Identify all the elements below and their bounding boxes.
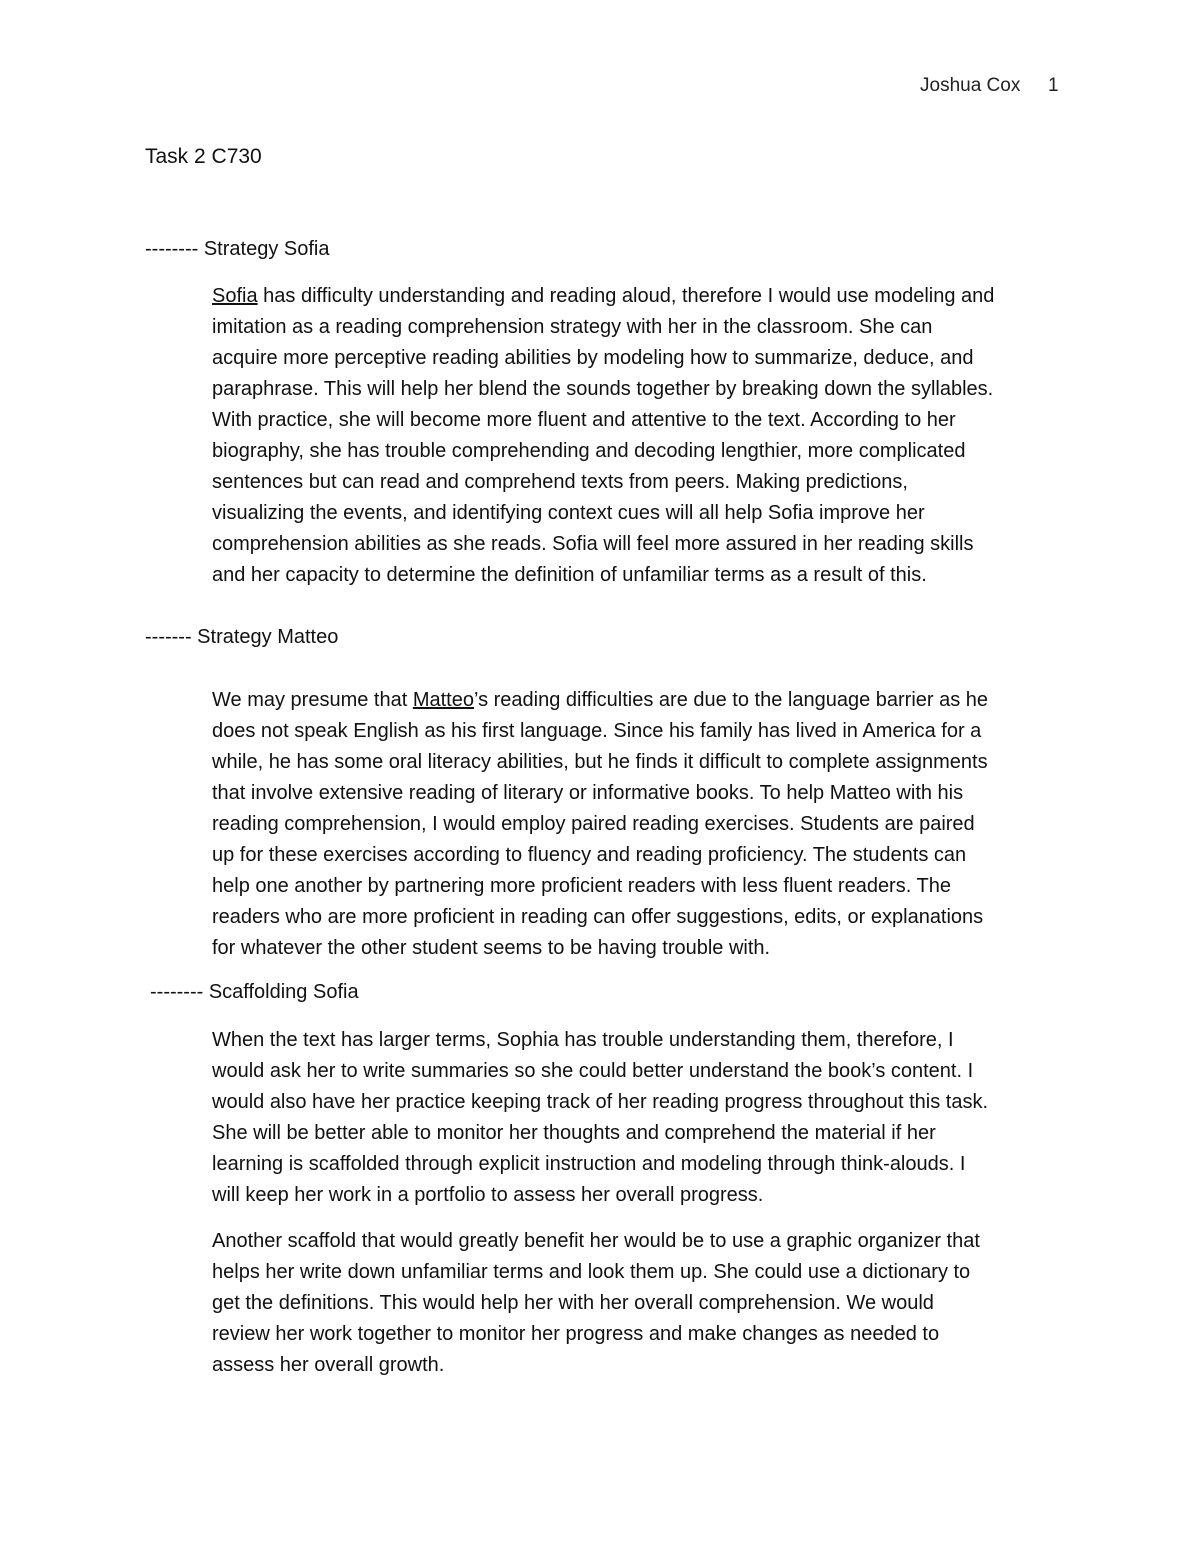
paragraph-strategy-sofia [212,281,1067,591]
paragraph-text: has difficulty understanding and reading aloud, therefore I would use modeling and imitation as a reading comprehension strategy with her in the classroom. She can acquire more perceptive reading abilities by modeling how to summarize, deduce, and paraphrase. This will help her blend the sounds together by breaking down the syllables. With practice, she will become more fluent and attentive to the text. According to her biography, she has trouble comprehending and decoding lengthier, more complicated sentences but can read and comprehend texts from peers. Making predictions, visualizing the events, and identifying context cues will all help Sofia improve her comprehension abilities as she reads. Sofia will feel more assured in her reading skills and her capacity to determine the definition of unfamiliar terms as a result of this. [212,285,995,586]
header-author: Joshua Cox [920,75,1021,96]
paragraph-scaffolding-sofia-2: Another scaffold that would greatly benefit her would be to use a graphic organizer that helps her write down unfamiliar terms and look them up. She could use a dictionary to get the definitions. This would help her with her overall comprehension. We would review her work together to monitor her progress and make changes as needed to assess her overall growth. [212,1230,980,1376]
underlined-name-sofia: Sofia [212,285,258,307]
document-title: Task 2 C730 [145,145,262,168]
paragraph-strategy-matteo [212,685,1067,964]
underlined-name-matteo: Matteo [412,689,474,711]
section-heading-scaffolding-sofia: -------- Scaffolding Sofia [150,981,359,1003]
section-heading-strategy-matteo: ------- Strategy Matteo [145,626,339,648]
paragraph-prefix: We may presume that [212,689,413,711]
section-heading-strategy-sofia: -------- Strategy Sofia [145,238,330,260]
header-page-number: 1 [1048,75,1059,96]
paragraph-scaffolding-sofia-1: When the text has larger terms, Sophia has trouble understanding them, therefore, I would ask her to write summaries so she could better understand the book’s content. I would also have her practice keeping track of her reading progress throughout this task. She will be better able to monitor her thoughts and comprehend the material if her learning is scaffolded through explicit instruction and modeling through think-alouds. I will keep her work in a portfolio to assess her overall progress. [212,1029,988,1206]
paragraph-text: ’s reading difficulties are due to the language barrier as he does not speak English as his first language. Since his family has lived in America for a while, he has some oral literacy abilities, but he finds it difficult to complete assignments that involve extensive reading of literary or informative books. To help Matteo with his reading comprehension, I would employ paired reading exercises. Students are paired up for these exercises according to fluency and reading proficiency. The students can help one another by partnering more proficient readers with less fluent readers. The readers who are more proficient in reading can offer suggestions, edits, or explanations for whatever the other student seems to be having trouble with. [212,689,989,959]
